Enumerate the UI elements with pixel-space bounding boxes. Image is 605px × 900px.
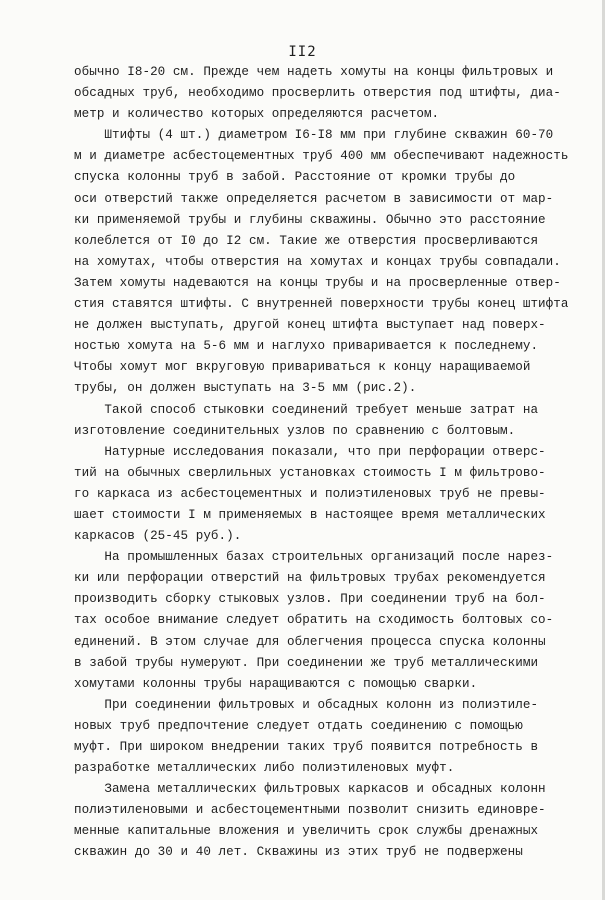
text-line: тах особое внимание следует обратить на сходимость болтовых со-: [74, 613, 554, 628]
text-line: стия ставятся штифты. С внутренней поверхности трубы конец штифта: [74, 297, 569, 312]
text-line: трубы, он должен выступать на 3-5 мм (рис.2).: [74, 381, 417, 396]
text-line: Замена металлических фильтровых каркасов и обсадных колонн: [74, 782, 546, 797]
text-line: Натурные исследования показали, что при перфорации отверс-: [74, 444, 546, 459]
text-line: Такой способ стыковки соединений требует меньше затрат на: [74, 402, 539, 417]
text-line: спуска колонны труб в забой. Расстояние от кромки трубы до: [74, 170, 516, 185]
text-line: не должен выступать, другой конец штифта выступает над поверх-: [74, 318, 546, 333]
text-line: скважин до 30 и 40 лет. Скважины из этих труб не подвержены: [74, 845, 523, 860]
text-line: шает стоимости I м применяемых в настоящее время металлических: [74, 507, 546, 522]
text-line: ки или перфорации отверстий на фильтровых трубах рекомендуется: [74, 571, 546, 586]
text-line: новых труб предпочтение следует отдать соединению с помощью: [74, 718, 523, 733]
text-line: производить сборку стыковых узлов. При соединении труб на бол-: [74, 592, 546, 607]
text-line: обсадных труб, необходимо просверлить отверстия под штифты, диа-: [74, 86, 561, 101]
text-line: муфт. При широком внедрении таких труб появится потребность в: [74, 740, 539, 754]
text-line: обычно I8-20 см. Прежде чем надеть хомуты на концы фильтровых и: [74, 65, 554, 79]
text-line: Чтобы хомут мог вкруговую привариваться к концу наращиваемой: [74, 360, 531, 375]
text-line: тий на обычных сверлильных установках стоимость I м фильтрово-: [74, 465, 546, 480]
text-line: оси отверстий также определяется расчетом в зависимости от мар-: [74, 191, 554, 206]
text-line: в забой трубы нумеруют. При соединении же труб металлическими: [74, 655, 539, 670]
text-line: изготовление соединительных узлов по сравнению с болтовым.: [74, 423, 516, 438]
text-line: хомутами колонны трубы наращиваются с помощью сварки.: [74, 676, 478, 691]
text-line: На промышленных базах строительных организаций после нарез-: [74, 550, 554, 565]
text-line: Штифты (4 шт.) диаметром I6-I8 мм при глубине скважин 60-70: [74, 128, 554, 143]
text-line: При соединении фильтровых и обсадных колонн из полиэтиле-: [74, 697, 539, 712]
text-line: каркасов (25-45 руб.).: [74, 529, 242, 544]
text-line: на хомутах, чтобы отверстия на хомутах и концах трубы совпадали.: [74, 254, 561, 269]
text-line: менные капитальные вложения и увеличить срок службы дренажных: [74, 824, 539, 839]
text-line: единений. В этом случае для облегчения процесса спуска колонны: [74, 634, 546, 649]
text-line: ностью хомута на 5-6 мм и наглухо приваривается к последнему.: [74, 339, 539, 354]
text-line: Затем хомуты надеваются на концы трубы и на просверленные отвер-: [74, 275, 561, 290]
page-number: II2: [288, 44, 317, 60]
text-line: го каркаса из асбестоцементных и полиэтиленовых труб не превы-: [74, 486, 546, 501]
text-line: разработке металлических либо полиэтиленовых муфт.: [74, 761, 455, 776]
text-line: колеблется от I0 до I2 см. Такие же отверстия просверливаются: [74, 233, 539, 248]
text-line: полиэтиленовыми и асбестоцементными позволит снизить единовре-: [74, 803, 546, 818]
body-text: [74, 62, 594, 864]
text-line: метр и количество которых определяются расчетом.: [74, 107, 440, 122]
text-line: ки применяемой трубы и глубины скважины. Обычно это расстояние: [74, 212, 546, 227]
text-line: м и диаметре асбестоцементных труб 400 мм обеспечивают надежность: [74, 149, 569, 164]
